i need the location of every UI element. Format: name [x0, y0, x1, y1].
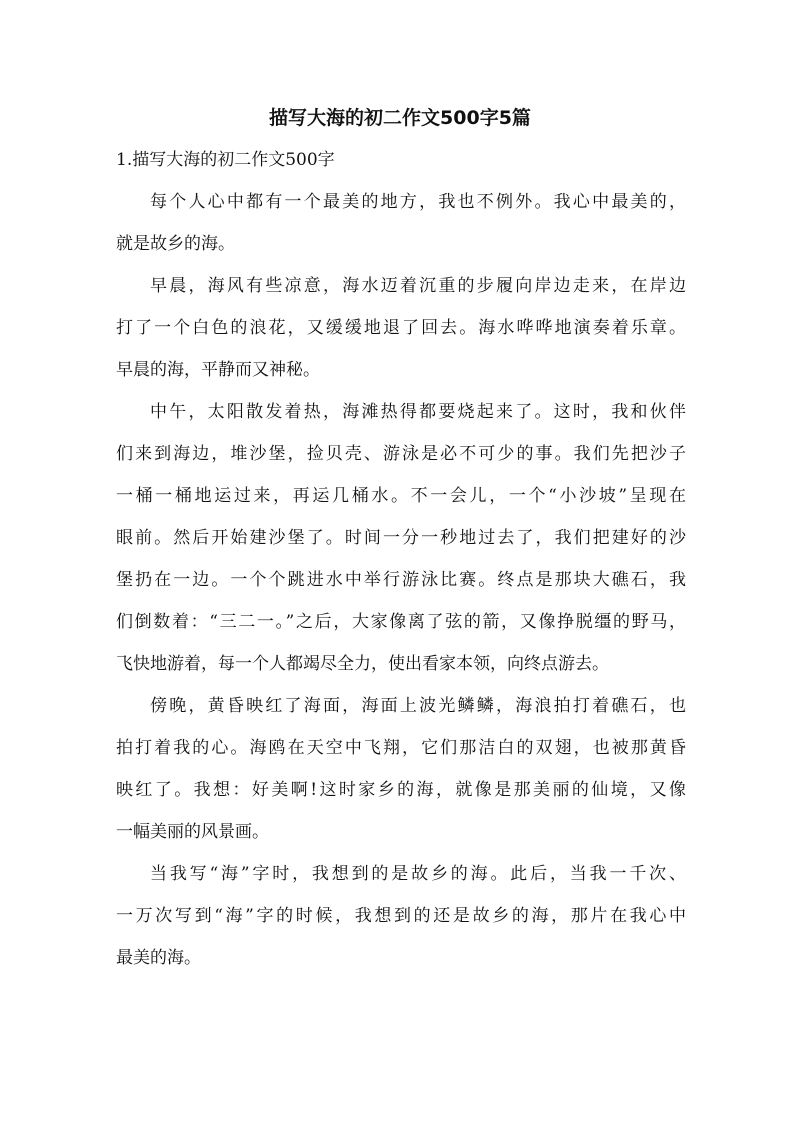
- section-heading: 1.描写大海的初二作文500字: [116, 150, 335, 170]
- paragraph-line: 一幅美丽的风景画。: [116, 822, 269, 842]
- paragraph-line: 眼前。然后开始建沙堡了。时间一分一秒地过去了，我们把建好的沙: [116, 528, 686, 548]
- paragraph-line: 们倒数着：“三二一。”之后，大家像离了弦的箭，又像挣脱缰的野马，: [116, 612, 686, 632]
- paragraph-line: 一桶一桶地运过来，再运几桶水。不一会儿，一个“小沙坡”呈现在: [116, 486, 686, 506]
- paragraph-line: 映红了。我想：好美啊!这时家乡的海，就像是那美丽的仙境，又像: [116, 780, 686, 800]
- paragraph-line: 中午，太阳散发着热，海滩热得都要烧起来了。这时，我和伙伴: [150, 402, 686, 422]
- paragraph-line: 飞快地游着，每一个人都竭尽全力，使出看家本领，向终点游去。: [116, 654, 609, 674]
- paragraph-line: 最美的海。: [116, 948, 201, 968]
- paragraph-line: 们来到海边，堆沙堡，捡贝壳、游泳是必不可少的事。我们先把沙子: [116, 444, 686, 464]
- paragraph-line: 堡扔在一边。一个个跳进水中举行游泳比赛。终点是那块大礁石，我: [116, 570, 686, 590]
- paragraph-line: 就是故乡的海。: [116, 234, 235, 254]
- document-title: 描写大海的初二作文500字5篇: [269, 107, 531, 129]
- paragraph-line: 傍晚，黄昏映红了海面，海面上波光鳞鳞，海浪拍打着礁石，也: [150, 696, 686, 716]
- paragraph-line: 拍打着我的心。海鸥在天空中飞翔，它们那洁白的双翅，也被那黄昏: [116, 738, 686, 758]
- paragraph-line: 每个人心中都有一个最美的地方，我也不例外。我心中最美的，: [150, 192, 686, 212]
- paragraph-line: 打了一个白色的浪花，又缓缓地退了回去。海水哗哗地演奏着乐章。: [116, 318, 686, 338]
- paragraph-line: 早晨的海，平静而又神秘。: [116, 360, 320, 380]
- paragraph-line: 当我写“海”字时，我想到的是故乡的海。此后，当我一千次、: [150, 864, 686, 884]
- paragraph-line: 早晨，海风有些凉意，海水迈着沉重的步履向岸边走来，在岸边: [150, 276, 686, 296]
- paragraph-line: 一万次写到“海”字的时候，我想到的还是故乡的海，那片在我心中: [116, 906, 686, 926]
